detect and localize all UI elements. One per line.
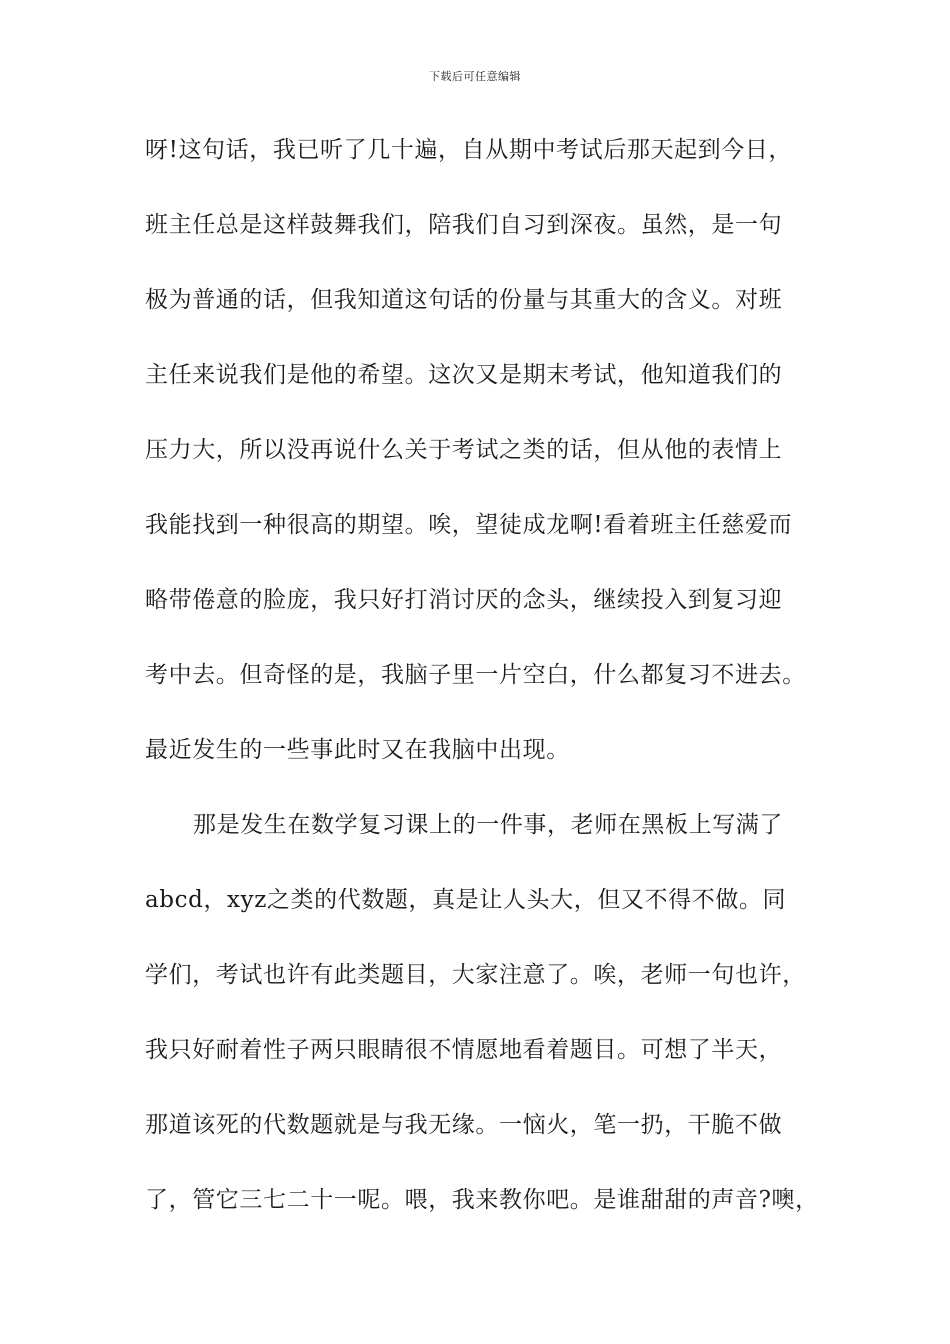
text-line: 那道该死的代数题就是与我无缘。一恼火，笔一扔，干脆不做 [145,1112,783,1138]
text-line: 主任来说我们是他的希望。这次又是期末考试，他知道我们的 [145,362,783,388]
text-line-indented: 那是发生在数学复习课上的一件事，老师在黑板上写满了 [193,812,783,838]
text-line: 考中去。但奇怪的是，我脑子里一片空白，什么都复习不进去。 [145,662,806,688]
text-line: abcd，xyz之类的代数题，真是让人头大，但又不得不做。同 [145,887,787,913]
text-line: 我只好耐着性子两只眼睛很不情愿地看着题目。可想了半天， [145,1037,783,1063]
text-line: 最近发生的一些事此时又在我脑中出现。 [145,737,570,763]
paragraph-2 [145,805,835,1255]
document-body [145,130,835,1255]
text-line: 了，管它三七二十一呢。喂，我来教你吧。是谁甜甜的声音?噢， [145,1187,819,1213]
paragraph-1 [145,130,835,805]
text-line: 压力大，所以没再说什么关于考试之类的话，但从他的表情上 [145,437,783,463]
page-header: 下载后可任意编辑 [429,70,521,83]
text-line: 我能找到一种很高的期望。唉，望徒成龙啊!看着班主任慈爱而 [145,512,793,538]
text-line: 学们，考试也许有此类题目，大家注意了。唉，老师一句也许， [145,962,806,988]
text-line: 呀!这句话，我已听了几十遍，自从期中考试后那天起到今日， [145,137,793,163]
text-line: 班主任总是这样鼓舞我们，陪我们自习到深夜。虽然，是一句 [145,212,783,238]
text-line: 极为普通的话，但我知道这句话的份量与其重大的含义。对班 [145,287,783,313]
text-line: 略带倦意的脸庞，我只好打消讨厌的念头，继续投入到复习迎 [145,587,783,613]
